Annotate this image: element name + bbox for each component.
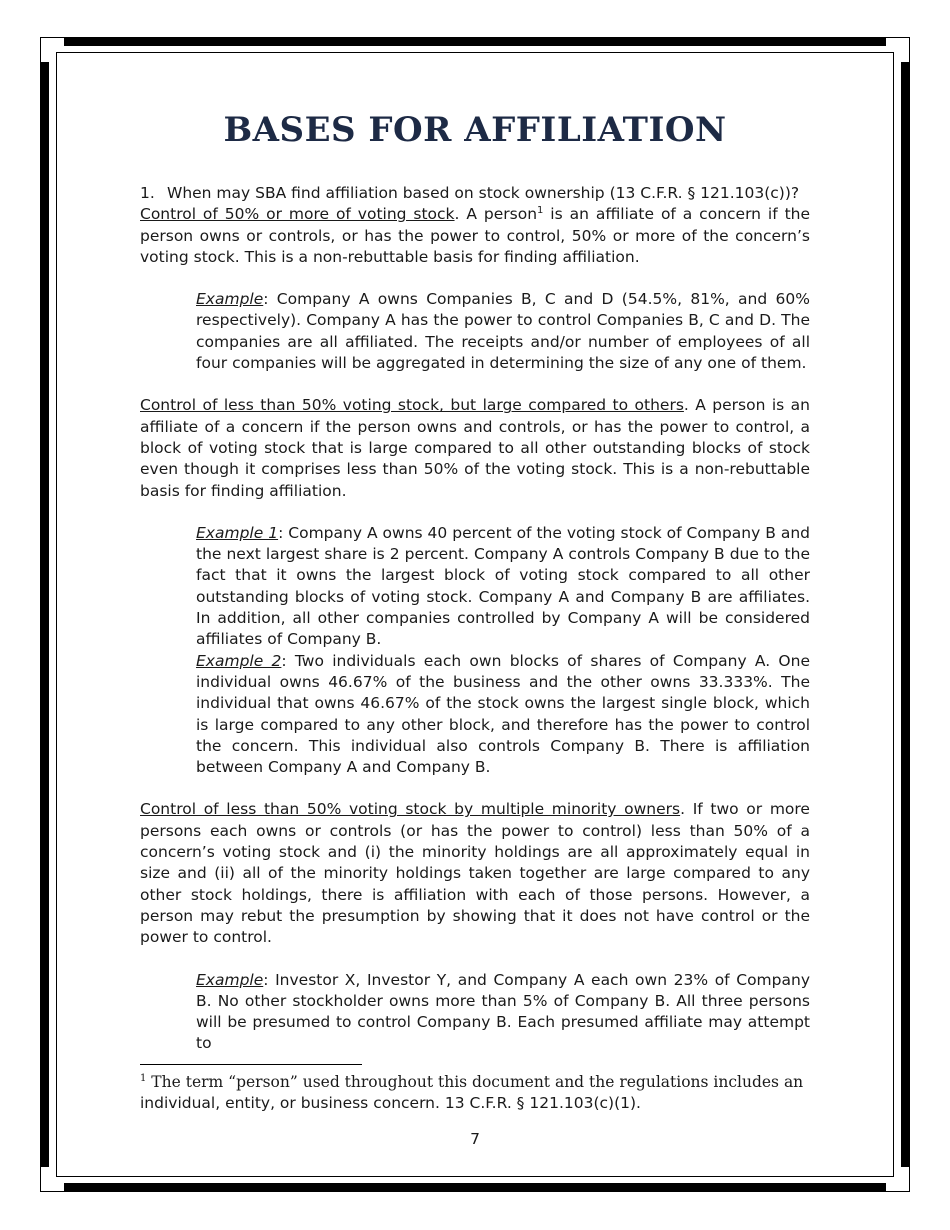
example-text: : Company A owns 40 percent of the voting stock of Company B and the next largest share is 2 percent. Company A controls Company B due to the fact that it owns the largest block of voting stock compared to all other outstanding blocks of voting stock. Company A and Company B are affiliates. In addition, all other companies controlled by Company A will be considered affiliates of Company B. xyxy=(196,523,810,649)
document-body xyxy=(140,183,810,1055)
footnote-separator xyxy=(140,1064,362,1065)
example-label: Example 1 xyxy=(196,523,279,542)
example-1 xyxy=(196,523,810,651)
footnote-marker: 1 xyxy=(140,1072,147,1084)
page-border-top xyxy=(64,37,886,46)
section-majority-control xyxy=(140,204,810,268)
section-heading: Control of 50% or more of voting stock xyxy=(140,205,455,224)
section-large-block-control xyxy=(140,395,810,501)
page-border-right xyxy=(901,62,910,1167)
section-heading: Control of less than 50% voting stock, but large compared to others xyxy=(140,396,684,415)
question xyxy=(140,183,810,204)
page-title: BASES FOR AFFILIATION xyxy=(223,110,727,150)
question-number: 1. xyxy=(140,184,155,202)
example-text: : Investor X, Investor Y, and Company A each own 23% of Company B. No other stockholder owns more than 5% of Company B. All three persons will be presumed to control Company B. Each presumed affiliate may attempt to xyxy=(196,970,810,1053)
example-text: : Company A owns Companies B, C and D (54.5%, 81%, and 60% respectively). Company A has the power to control Companies B, C and D. The companies are all affiliated. The receipts and/or number of employees of all four companies will be aggregated in determining the size of any one of them. xyxy=(196,290,810,373)
page-border-bottom xyxy=(64,1183,886,1192)
example-label: Example 2 xyxy=(196,651,282,670)
page-border-left xyxy=(40,62,49,1167)
footnote-text: individual, entity, or business concern. 13 C.F.R. § 121.103(c)(1). xyxy=(140,1094,641,1112)
footnote-text: The term “person” used throughout this document and the regulations includes an xyxy=(146,1073,804,1091)
example-label: Example xyxy=(196,290,264,309)
section-text: . If two or more persons each owns or controls (or has the power to control) less than 50% of a concern’s voting stock and (i) the minority holdings are all approximately equal in size and (ii) all of the minority holdings taken together are large compared to any other stock holdings, there is affiliation with each of those persons. However, a person may rebut the presumption by showing that it does not have control or the power to control. xyxy=(140,800,810,947)
example-label: Example xyxy=(196,970,264,989)
page-number: 7 xyxy=(470,1130,480,1148)
section-text: . A person xyxy=(454,205,538,224)
example-text: : Two individuals each own blocks of shares of Company A. One individual owns 46.67% of the business and the other owns 33.333%. The individual that owns 46.67% of the stock owns the largest single block, which is large compared to any other block, and therefore has the power to control the concern. This individual also controls Company B. There is affiliation between Company A and Company B. xyxy=(196,651,810,777)
footnote-reference[interactable]: 1 xyxy=(537,205,544,217)
example xyxy=(196,289,810,374)
section-heading: Control of less than 50% voting stock by multiple minority owners xyxy=(140,800,681,819)
section-text: . A person is an affiliate of a concern if the person owns and controls, or has the power to control, a block of voting stock that is large compared to all other outstanding blocks of stock even though it comprises less than 50% of the voting stock. This is a non-rebuttable basis for finding affiliation. xyxy=(140,396,810,500)
example xyxy=(196,970,810,1055)
section-minority-owners xyxy=(140,799,810,948)
example-2 xyxy=(196,651,810,779)
footnote-line xyxy=(140,1072,810,1093)
section-text: is an affiliate of a concern if the person owns or controls, or has the power to control, 50% or more of the concern’s voting stock. This is a non-rebuttable basis for finding affiliation. xyxy=(140,205,811,266)
footnote xyxy=(140,1072,810,1114)
question-text: When may SBA find affiliation based on stock ownership (13 C.F.R. § 121.103(c))? xyxy=(167,184,800,202)
